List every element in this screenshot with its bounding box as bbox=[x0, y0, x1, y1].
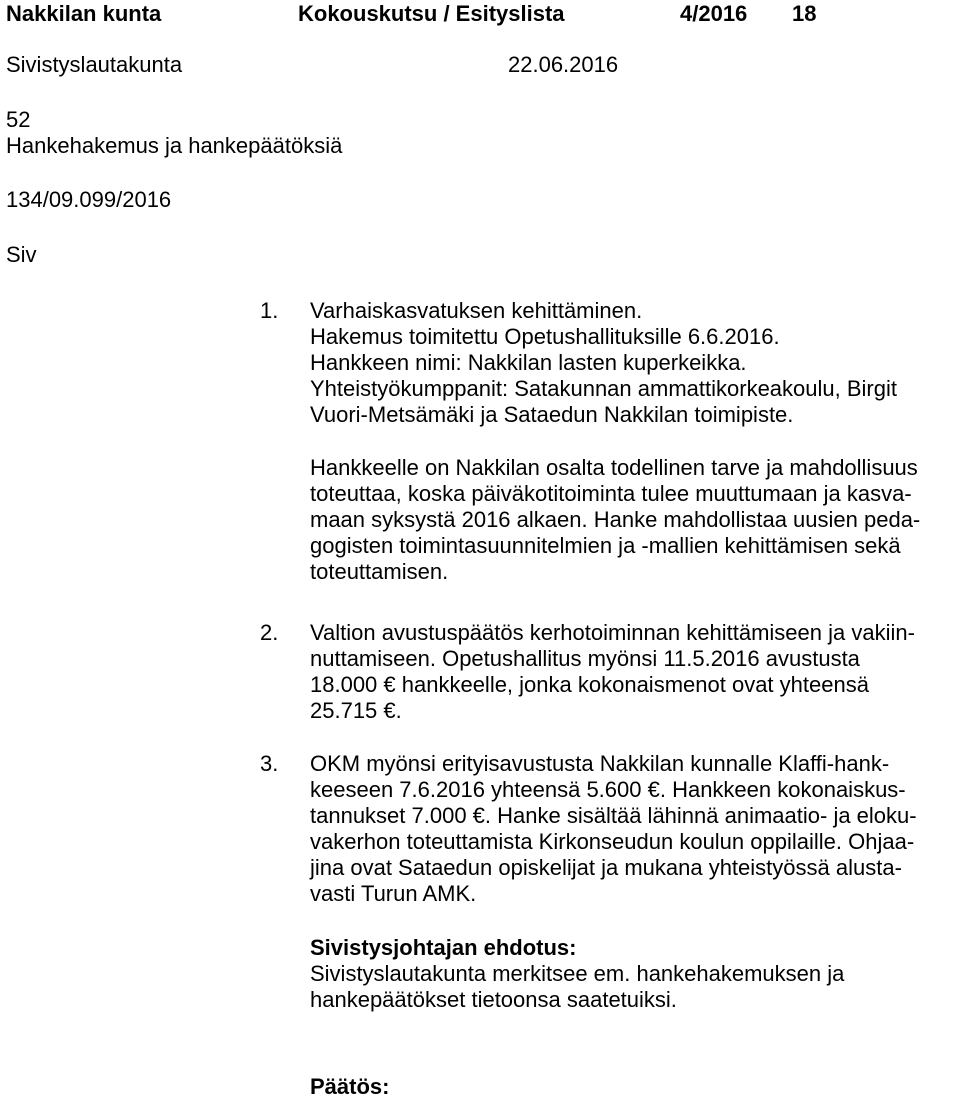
text-line: vakerhon toteuttamista Kirkonseudun koulun oppilaille. Ohjaa- bbox=[310, 829, 915, 854]
org-name: Nakkilan kunta bbox=[6, 1, 162, 26]
text-line: Varhaiskasvatuksen kehittäminen. bbox=[310, 298, 643, 323]
text-line: Hankkeen nimi: Nakkilan lasten kuperkeikka. bbox=[310, 350, 747, 375]
meeting-number: 4/2016 bbox=[680, 1, 748, 26]
text-line: keeseen 7.6.2016 yhteensä 5.600 €. Hankkeen kokonaiskus- bbox=[310, 777, 906, 802]
list-number: 1. bbox=[260, 298, 279, 323]
text-line: jina ovat Sataedun opiskelijat ja mukana yhteistyössä alusta- bbox=[310, 855, 902, 880]
text-line: tannukset 7.000 €. Hanke sisältää lähinnä animaatio- ja eloku- bbox=[310, 803, 917, 828]
text-line: Yhteistyökumppanit: Satakunnan ammattikorkeakoulu, Birgit bbox=[310, 376, 897, 401]
text-line: OKM myönsi erityisavustusta Nakkilan kunnalle Klaffi-hank- bbox=[310, 751, 890, 776]
page-number: 18 bbox=[792, 1, 817, 26]
text-line: maan syksystä 2016 alkaen. Hanke mahdollistaa uusien peda- bbox=[310, 507, 921, 532]
item-reference: 134/09.099/2016 bbox=[6, 187, 172, 212]
item-title: Hankehakemus ja hankepäätöksiä bbox=[6, 133, 343, 158]
decision-heading: Päätös: bbox=[310, 1074, 390, 1099]
committee-name: Sivistyslautakunta bbox=[6, 52, 183, 77]
text-line: Vuori-Metsämäki ja Sataedun Nakkilan toimipiste. bbox=[310, 402, 794, 427]
text-line: Sivistyslautakunta merkitsee em. hankehakemuksen ja bbox=[310, 961, 845, 986]
text-line: Hakemus toimitettu Opetushallituksille 6.6.2016. bbox=[310, 324, 780, 349]
text-line: 18.000 € hankkeelle, jonka kokonaismenot ovat yhteensä bbox=[310, 672, 869, 697]
text-line: toteuttaa, koska päiväkotitoiminta tulee muuttumaan ja kasva- bbox=[310, 481, 912, 506]
list-number: 2. bbox=[260, 620, 279, 645]
list-number: 3. bbox=[260, 751, 279, 776]
proposal-section bbox=[310, 935, 844, 1013]
text-line: 25.715 €. bbox=[310, 698, 402, 723]
proposal-heading: Sivistysjohtajan ehdotus: bbox=[310, 935, 577, 960]
document-type: Kokouskutsu / Esityslista bbox=[298, 1, 565, 26]
item-number: 52 bbox=[6, 107, 31, 132]
paragraph-need bbox=[310, 455, 920, 585]
text-line: nuttamiseen. Opetushallitus myönsi 11.5.2016 avustusta bbox=[310, 646, 860, 671]
text-line: hankepäätökset tietoonsa saatetuiksi. bbox=[310, 987, 677, 1012]
text-line: toteuttamisen. bbox=[310, 559, 449, 584]
meeting-date: 22.06.2016 bbox=[508, 52, 619, 77]
department-abbreviation: Siv bbox=[6, 242, 37, 267]
text-line: Valtion avustuspäätös kerhotoiminnan kehittämiseen ja vakiin- bbox=[310, 620, 915, 645]
text-line: vasti Turun AMK. bbox=[310, 881, 477, 906]
text-line: Hankkeelle on Nakkilan osalta todellinen tarve ja mahdollisuus bbox=[310, 455, 918, 480]
text-line: gogisten toimintasuunnitelmien ja -mallien kehittämisen sekä bbox=[310, 533, 901, 558]
